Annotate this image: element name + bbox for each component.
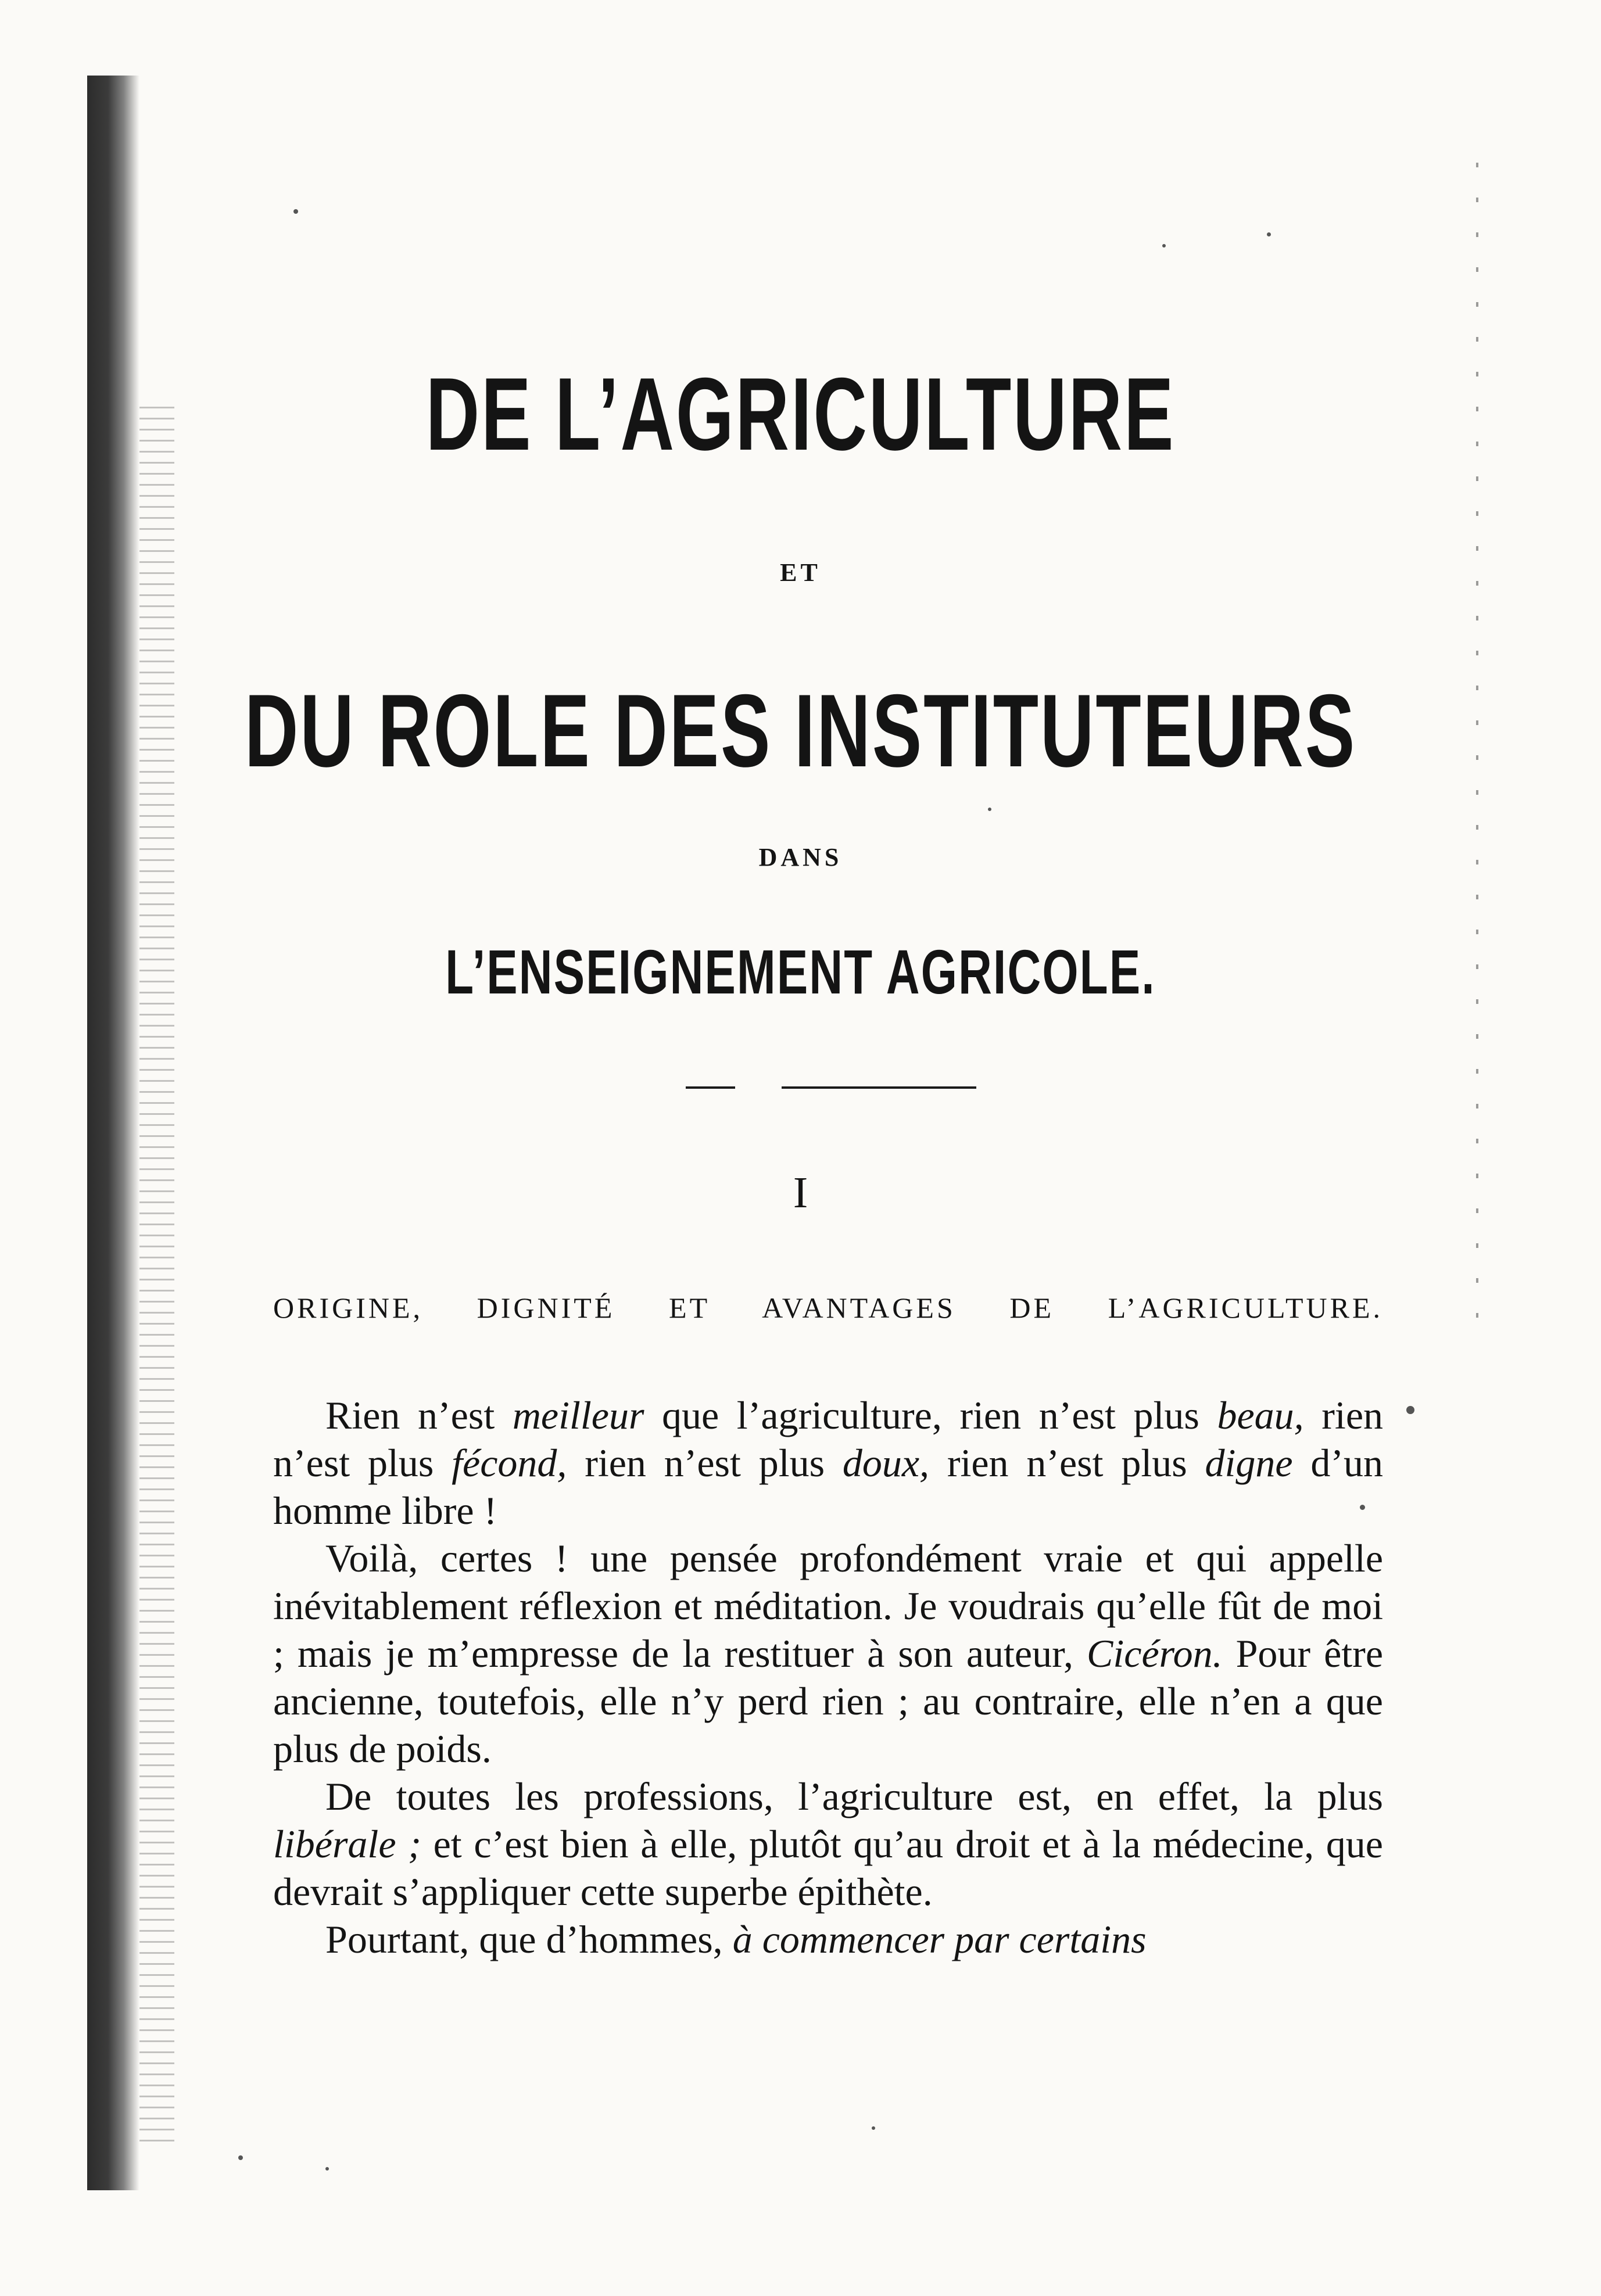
italic-phrase: meilleur (512, 1393, 644, 1437)
text-run: Pour être ancienne, toutefois, elle n’y perd rien ; au contraire, elle n’en a que plus de poids. (273, 1631, 1383, 1771)
speck (1406, 1406, 1414, 1414)
title-line-3: L’ENSEIGNEMENT AGRICOLE. (445, 937, 1156, 1007)
speck (1267, 232, 1271, 236)
text-run: rien n’est plus (273, 1393, 1383, 1485)
separator-rule-gap (735, 1084, 782, 1091)
italic-phrase: doux, (842, 1441, 930, 1485)
text-run: rien n’est plus (929, 1441, 1205, 1485)
text-run: d’un homme libre ! (273, 1441, 1383, 1533)
paragraph-4 (273, 1915, 1383, 1963)
paragraph-2 (273, 1534, 1383, 1773)
text-run: Rien n’est (325, 1393, 513, 1437)
speck (1162, 244, 1166, 247)
title-conjunction-dans: DANS (758, 843, 843, 871)
body-text (273, 1391, 1383, 1963)
text-run: et c’est bien à elle, plutôt qu’au droit et à la médecine, que devrait s’appliquer cette superbe épithète. (273, 1822, 1383, 1914)
title-line-1: DE L’AGRICULTURE (425, 356, 1176, 472)
chapter-number: I (793, 1168, 808, 1217)
speck (872, 2126, 875, 2130)
binding-shadow (87, 76, 139, 2190)
title-line-2: DU ROLE DES INSTITUTEURS (244, 673, 1357, 788)
italic-phrase: digne (1205, 1441, 1293, 1485)
text-run: De toutes les professions, l’agriculture est, en effet, la plus (325, 1774, 1383, 1818)
speck (325, 2167, 329, 2171)
italic-phrase: à commencer par certains (732, 1917, 1147, 1961)
paragraph-3 (273, 1773, 1383, 1915)
text-run: Voilà, certes ! une pensée profondément vraie et qui appelle inévitablement réflexion et méditation. Je voudrais qu’elle fût de moi ; mais je m’empresse de la restituer à son auteur, (273, 1536, 1383, 1676)
paragraph-1 (273, 1391, 1383, 1534)
speck (238, 2155, 243, 2160)
chapter-heading: ORIGINE, DIGNITÉ ET AVANTAGES DE L’AGRICULTURE. (273, 1292, 1383, 1324)
title-conjunction-et: ET (780, 558, 821, 587)
speck (988, 808, 991, 811)
text-run: rien n’est plus (567, 1441, 843, 1485)
binding-speckle (139, 407, 174, 2150)
text-run: Pourtant, que d’hommes, (325, 1917, 733, 1961)
separator-rule (686, 1086, 976, 1089)
speck (1360, 1505, 1365, 1510)
page-edge-marks (1476, 163, 1478, 1325)
speck (293, 209, 298, 214)
italic-phrase: libérale ; (273, 1822, 421, 1866)
italic-phrase: Cicéron. (1087, 1631, 1223, 1676)
text-run: que l’agriculture, rien n’est plus (644, 1393, 1217, 1437)
italic-phrase: beau, (1217, 1393, 1304, 1437)
italic-phrase: fécond, (452, 1441, 567, 1485)
